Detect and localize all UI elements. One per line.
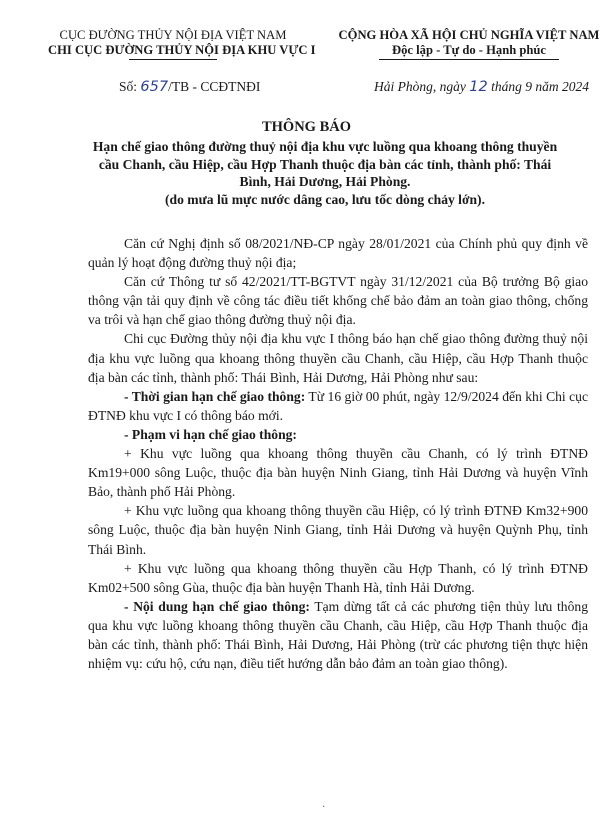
date-suffix: tháng 9 năm 2024	[487, 79, 589, 94]
subject-note: (do mưa lũ mực nước dâng cao, lưu tốc dòng chảy lớn).	[165, 191, 485, 207]
legal-basis-1: Căn cứ Nghị định số 08/2021/NĐ-CP ngày 28/01/2021 của Chính phủ quy định về quản lý hoạt động đường thuỷ nội địa;	[88, 236, 588, 271]
issuing-agency-block	[48, 28, 316, 60]
national-header-block	[328, 28, 610, 60]
handwritten-day: 12	[469, 79, 488, 95]
ref-suffix: /TB - CCĐTNĐI	[168, 79, 261, 94]
agency-name: CHI CỤC ĐƯỜNG THỦY NỘI ĐỊA KHU VỰC I	[48, 43, 316, 57]
restriction-scope-label: - Phạm vi hạn chế giao thông:	[124, 426, 297, 442]
document-subject	[90, 138, 560, 208]
scope-item-cau-chanh: + Khu vực luồng qua khoang thông thuyền cầu Chanh, có lý trình ĐTNĐ Km19+000 sông Luộc, thuộc địa bàn huyện Ninh Giang, tỉnh Hải Dương và huyện Vĩnh Bảo, thành phố Hải Phòng.	[88, 446, 588, 500]
handwritten-ref-number: 657	[140, 79, 169, 95]
restriction-time	[88, 387, 588, 425]
place-and-date	[374, 79, 589, 95]
national-motto: Độc lập - Tự do - Hạnh phúc	[392, 43, 546, 57]
legal-basis-2: Căn cứ Thông tư số 42/2021/TT-BGTVT ngày 31/12/2021 của Bộ trưởng Bộ giao thông vận tải quy định về công tác điều tiết khống chế bảo đảm an toàn giao thông, chống va trôi và hạn chế giao thông đường thuỷ nội địa.	[88, 274, 588, 328]
agency-underline	[129, 59, 217, 60]
motto-underline	[379, 59, 559, 60]
restriction-scope-heading	[88, 425, 588, 444]
scope-item-cau-hop-thanh: + Khu vực luồng qua khoang thông thuyền cầu Hợp Thanh, có lý trình ĐTNĐ Km02+500 sông Gùa, thuộc địa bàn huyện Thanh Hà, tỉnh Hải Dương.	[88, 560, 588, 595]
country-name: CỘNG HÒA XÃ HỘI CHỦ NGHĨA VIỆT NAM	[338, 28, 600, 42]
document-body	[88, 234, 588, 673]
subject-text: Hạn chế giao thông đường thuỷ nội địa khu vực luồng qua khoang thông thuyền cầu Chanh, cầu Hiệp, cầu Hợp Thanh thuộc địa bàn các tỉnh, thành phố: Thái Bình, Hải Dương, Hải Phòng.	[92, 139, 558, 189]
restriction-time-label: - Thời gian hạn chế giao thông:	[124, 388, 306, 404]
page-mark: ·	[322, 802, 326, 813]
parent-agency-name: CỤC ĐƯỜNG THỦY NỘI ĐỊA VIỆT NAM	[59, 28, 287, 42]
announcement-intro: Chi cục Đường thủy nội địa khu vực I thông báo hạn chế giao thông đường thuỷ nội địa khu vực luồng qua khoang thông thuyền cầu Chanh, cầu Hiệp, cầu Hợp Thanh thuộc địa bàn các tỉnh, thành phố: Thái Bình, Hải Dương, Hải Phòng như sau:	[88, 331, 588, 385]
restriction-content-label: - Nội dung hạn chế giao thông:	[124, 598, 310, 614]
document-reference-number	[119, 79, 260, 95]
scope-item-cau-hiep: + Khu vực luồng qua khoang thông thuyền cầu Hiệp, có lý trình ĐTNĐ Km32+900 sông Luộc, thuộc địa bàn huyện Ninh Giang, tỉnh Hải Dương và huyện Quỳnh Phụ, tỉnh Thái Bình.	[88, 503, 588, 557]
restriction-time-text: Từ 16 giờ 00 phút, ngày 12/9/2024 đến khi Chi cục ĐTNĐ khu vực I có thông báo mới.	[88, 388, 589, 423]
date-prefix: Hải Phòng, ngày	[374, 79, 470, 94]
document-title: THÔNG BÁO	[261, 119, 352, 135]
restriction-content-text: Tạm dừng tất cả các phương tiện thủy lưu thông qua khu vực luồng khoang thông thuyền cầu Chanh, cầu Hiệp, cầu Hợp Thanh thuộc địa bàn các tỉnh, thành phố: Thái Bình, Hải Dương, Hải Phòng (trừ các phương tiện thực hiện nhiệm vụ: cứu hộ, cứu nạn, điều tiết hướng dẫn bảo đảm an toàn giao thông).	[88, 598, 588, 672]
restriction-content	[88, 597, 588, 673]
ref-prefix: Số:	[119, 79, 141, 94]
